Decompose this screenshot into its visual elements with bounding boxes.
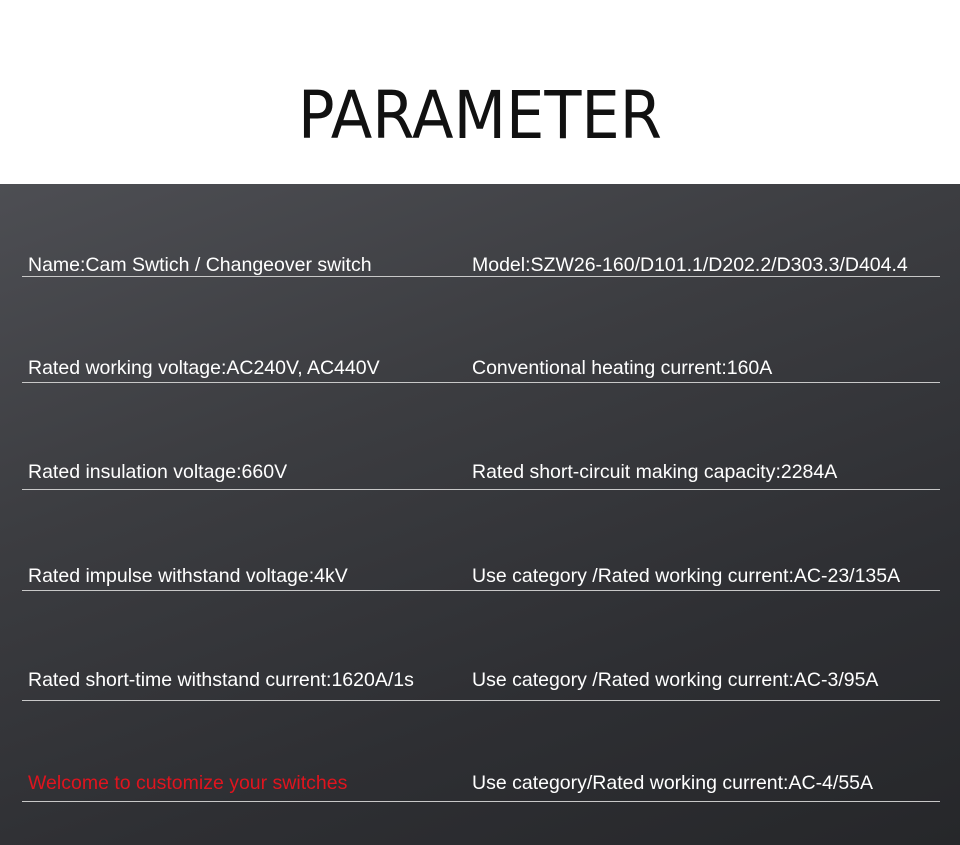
param-model: Model:SZW26-160/D101.1/D202.2/D303.3/D404.4	[472, 254, 908, 276]
divider-6	[22, 801, 940, 802]
param-short-circuit-making-capacity: Rated short-circuit making capacity:2284A	[472, 461, 838, 483]
divider-5	[22, 700, 940, 701]
param-use-category-ac3: Use category /Rated working current:AC-3/95A	[472, 669, 879, 691]
param-conventional-heating-current: Conventional heating current:160A	[472, 357, 773, 379]
param-rated-working-voltage: Rated working voltage:AC240V, AC440V	[28, 357, 380, 379]
param-use-category-ac23: Use category /Rated working current:AC-23/135A	[472, 565, 901, 587]
param-rated-insulation-voltage: Rated insulation voltage:660V	[28, 461, 288, 483]
param-rated-impulse-withstand-voltage: Rated impulse withstand voltage:4kV	[28, 565, 348, 587]
param-use-category-ac4: Use category/Rated working current:AC-4/55A	[472, 772, 874, 794]
customize-note: Welcome to customize your switches	[28, 772, 348, 794]
divider-4	[22, 590, 940, 591]
divider-left-1	[22, 276, 470, 277]
divider-right-1	[467, 276, 940, 277]
divider-3	[22, 489, 940, 490]
page-title: PARAMETER	[298, 77, 662, 154]
header	[0, 0, 960, 184]
parameter-panel	[0, 184, 960, 845]
param-name: Name:Cam Swtich / Changeover switch	[28, 254, 372, 276]
divider-2	[22, 382, 940, 383]
param-short-time-withstand-current: Rated short-time withstand current:1620A/1s	[28, 669, 414, 691]
